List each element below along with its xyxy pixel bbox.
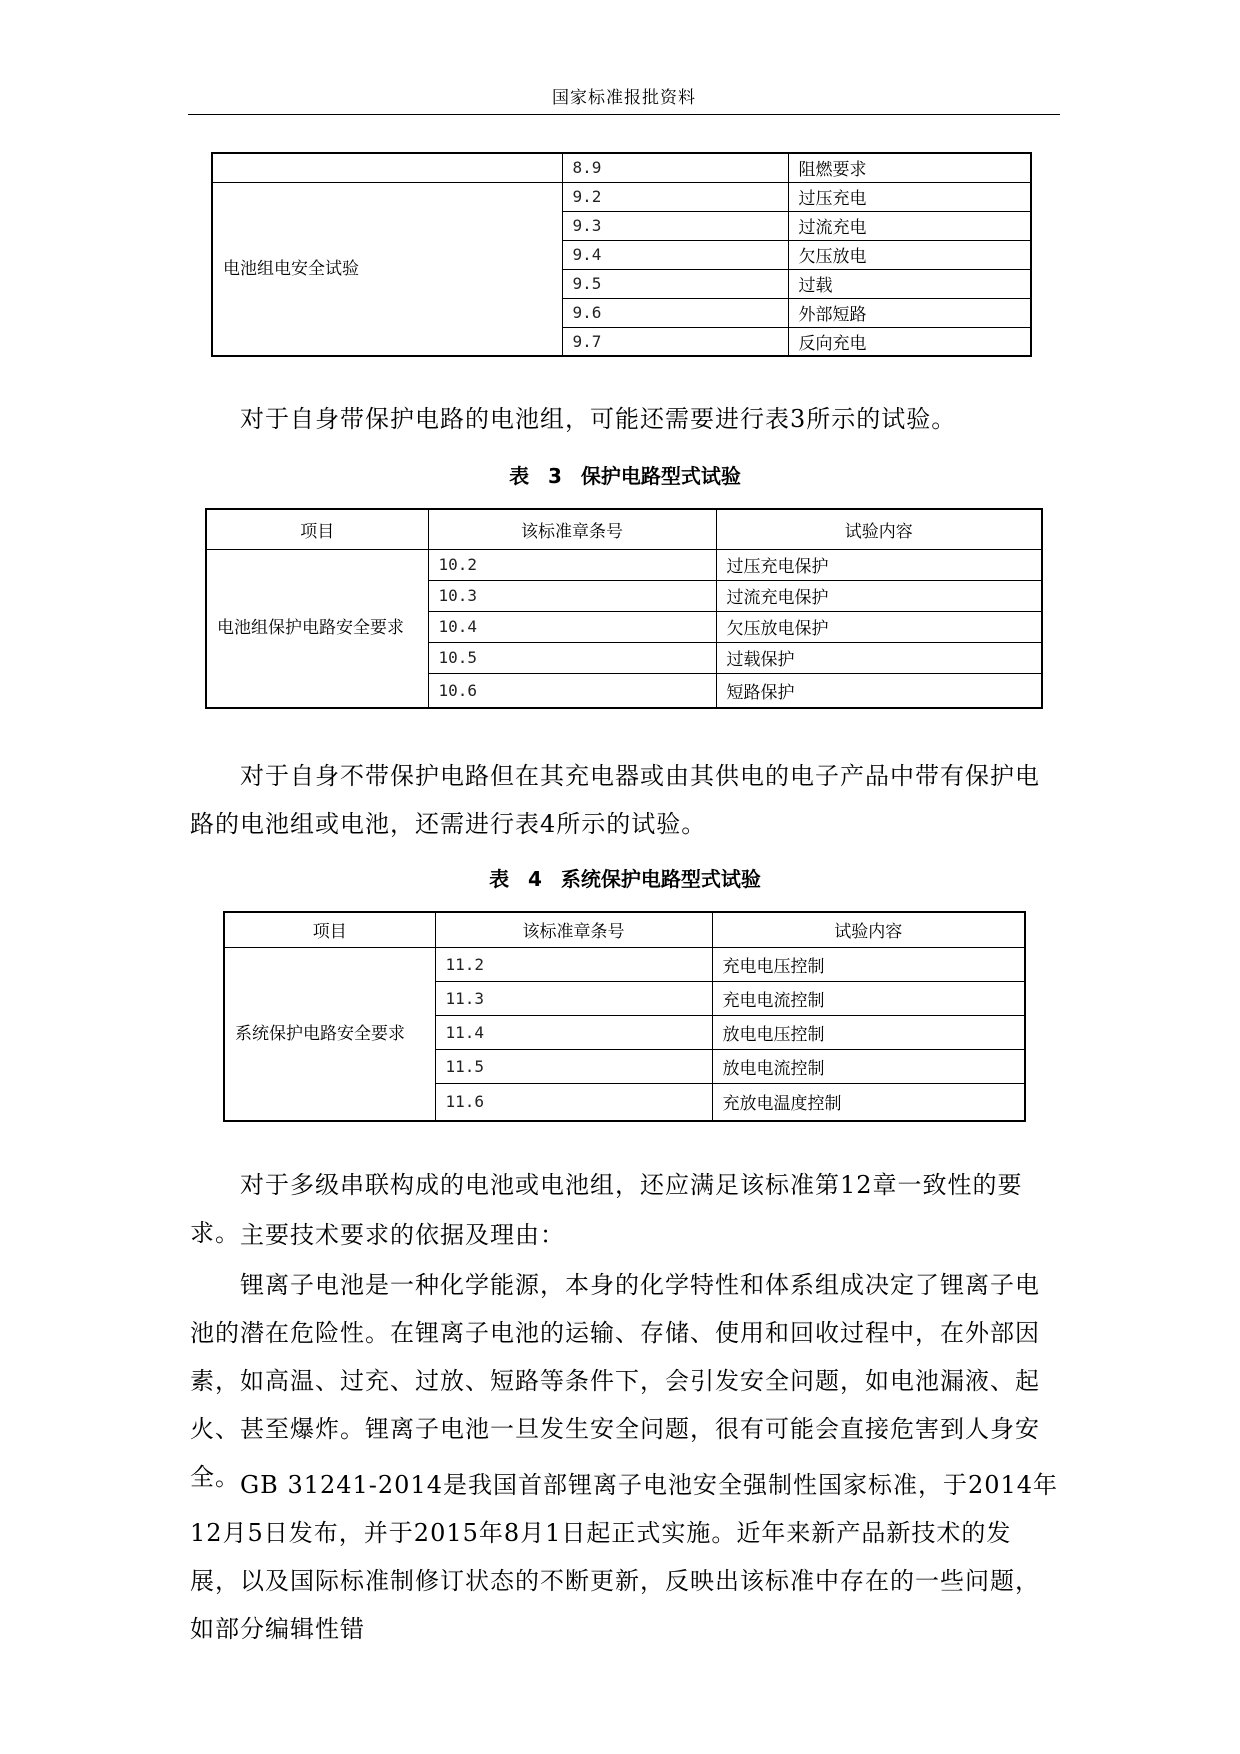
header-clause: 该标准章条号: [435, 912, 712, 947]
content-cell: 外部短路: [788, 298, 1031, 327]
item-cell: 电池组保护电路安全要求: [206, 549, 428, 708]
table-4: [223, 911, 1026, 1122]
content-cell: 放电电流控制: [712, 1049, 1025, 1083]
content-cell: 放电电压控制: [712, 1015, 1025, 1049]
content-cell: 短路保护: [716, 673, 1042, 708]
clause-cell: 11.2: [435, 947, 712, 981]
clause-cell: 9.5: [562, 269, 788, 298]
content-cell: 充放电温度控制: [712, 1083, 1025, 1121]
content-cell: 欠压放电保护: [716, 611, 1042, 642]
clause-cell: 9.7: [562, 327, 788, 356]
clause-cell: 11.6: [435, 1083, 712, 1121]
paragraph: 锂离子电池是一种化学能源，本身的化学特性和体系组成决定了锂离子电池的潜在危险性。在锂离子电池的运输、存储、使用和回收过程中，在外部因素，如高温、过充、过放、短路等条件下，会引发安全问题，如电池漏液、起火、甚至爆炸。锂离子电池一旦发生安全问题，很有可能会直接危害到人身安全。: [190, 1271, 1040, 1491]
item-cell: 系统保护电路安全要求: [224, 947, 435, 1121]
paragraph: 对于自身不带保护电路但在其充电器或由其供电的电子产品中带有保护电路的电池组或电池，还需进行表4所示的试验。: [190, 762, 1040, 838]
paragraph: GB 31241-2014是我国首部锂离子电池安全强制性国家标准，于2014年12月5日发布，并于2015年8月1日起正式实施。近年来新产品新技术的发展，以及国际标准制修订状态的不断更新，反映出该标准中存在的一些问题，如部分编辑性错: [190, 1471, 1059, 1643]
table-row: [212, 153, 1031, 182]
item-cell: [212, 153, 562, 182]
clause-cell: 9.3: [562, 211, 788, 240]
clause-cell: 10.2: [428, 549, 716, 580]
clause-cell: 11.4: [435, 1015, 712, 1049]
clause-cell: 9.2: [562, 182, 788, 211]
header-item: 项目: [206, 509, 428, 549]
clause-cell: 10.5: [428, 642, 716, 673]
content-cell: 过流充电保护: [716, 580, 1042, 611]
content-cell: 过载: [788, 269, 1031, 298]
header-content: 试验内容: [716, 509, 1042, 549]
table-header-row: [224, 912, 1025, 947]
content-cell: 过载保护: [716, 642, 1042, 673]
table-header-row: [206, 509, 1042, 549]
content-cell: 反向充电: [788, 327, 1031, 356]
clause-cell: 11.3: [435, 981, 712, 1015]
content-cell: 欠压放电: [788, 240, 1031, 269]
table-3-caption: 表 3 保护电路型式试验: [509, 464, 741, 488]
content-cell: 充电电流控制: [712, 981, 1025, 1015]
header-item: 项目: [224, 912, 435, 947]
table-row: [212, 182, 1031, 211]
paragraph: 对于多级串联构成的电池或电池组，还应满足该标准第12章一致性的要求。: [190, 1171, 1023, 1247]
content-cell: 过压充电: [788, 182, 1031, 211]
clause-cell: 10.4: [428, 611, 716, 642]
clause-cell: 10.3: [428, 580, 716, 611]
content-cell: 充电电压控制: [712, 947, 1025, 981]
table-3: [205, 508, 1043, 709]
header-clause: 该标准章条号: [428, 509, 716, 549]
clause-cell: 9.4: [562, 240, 788, 269]
content-cell: 阻燃要求: [788, 153, 1031, 182]
content-cell: 过压充电保护: [716, 549, 1042, 580]
paragraph: 对于自身带保护电路的电池组，可能还需要进行表3所示的试验。: [240, 405, 957, 433]
clause-cell: 11.5: [435, 1049, 712, 1083]
clause-cell: 9.6: [562, 298, 788, 327]
table-2-continued: [211, 152, 1032, 357]
page-header: 国家标准报批资料: [188, 84, 1060, 115]
table-row: [206, 549, 1042, 580]
table-4-caption: 表 4 系统保护电路型式试验: [489, 867, 761, 891]
paragraph: 主要技术要求的依据及理由：: [240, 1221, 565, 1249]
clause-cell: 8.9: [562, 153, 788, 182]
item-cell: 电池组电安全试验: [212, 182, 562, 356]
content-cell: 过流充电: [788, 211, 1031, 240]
header-content: 试验内容: [712, 912, 1025, 947]
clause-cell: 10.6: [428, 673, 716, 708]
table-row: [224, 947, 1025, 981]
